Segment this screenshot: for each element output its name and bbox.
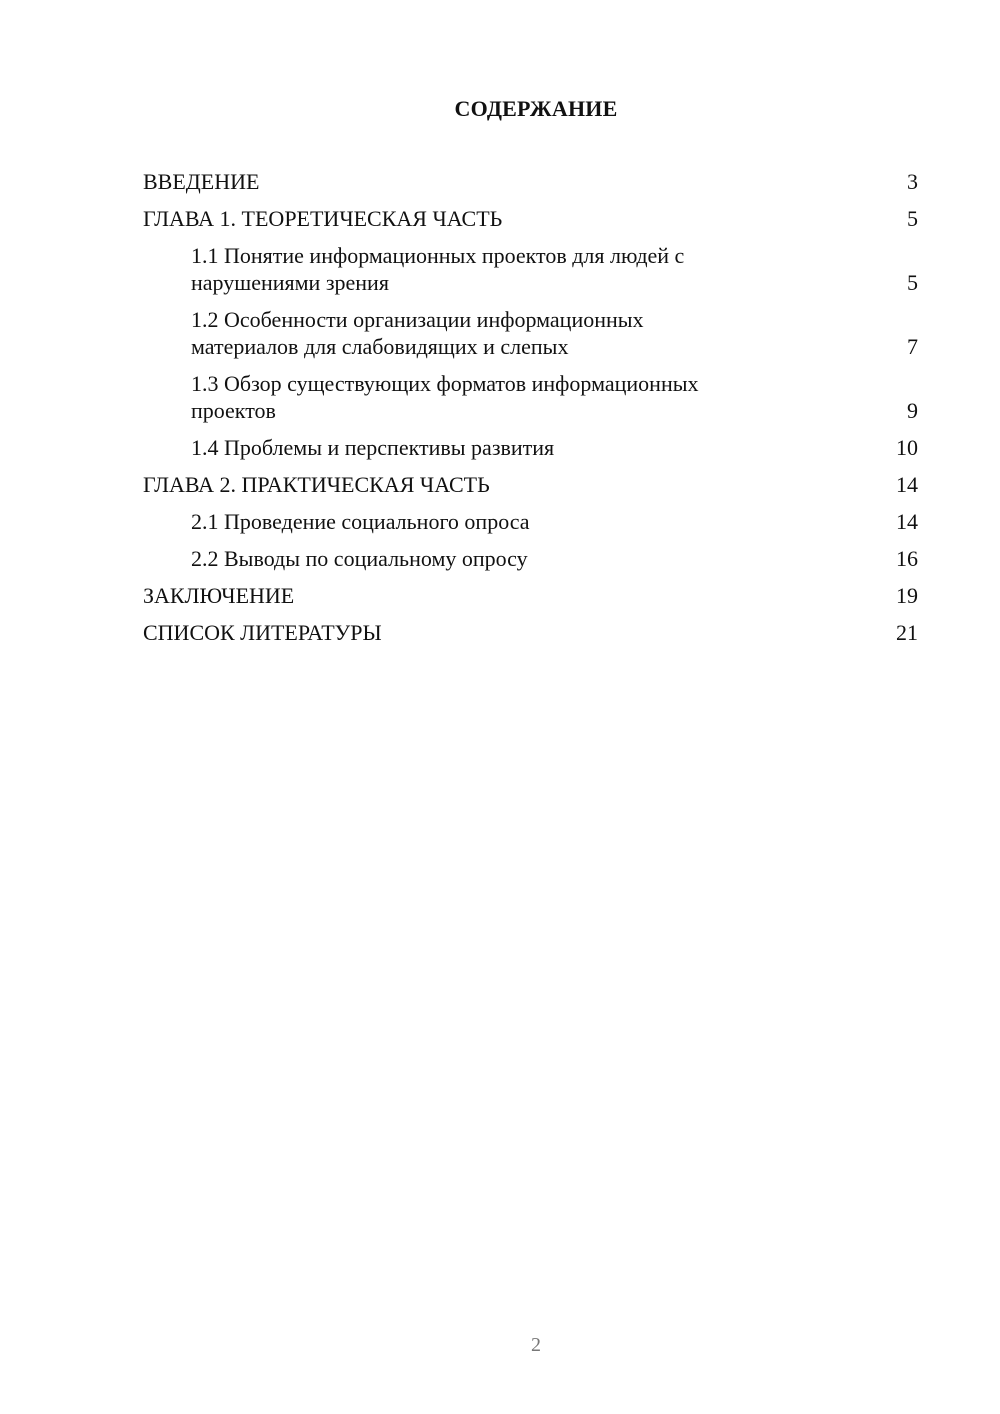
toc-entry-text: ГЛАВА 1. ТЕОРЕТИЧЕСКАЯ ЧАСТЬ	[143, 206, 503, 231]
toc-entry-page: 14	[896, 509, 918, 534]
page-number: 2	[531, 1334, 541, 1356]
toc-entry-chapter-1[interactable]	[143, 205, 918, 232]
toc-entry-text-line: 1.2 Особенности организации информационных	[191, 307, 644, 332]
toc-entry-text	[191, 242, 684, 296]
toc-entry-page: 21	[896, 620, 918, 645]
toc-entry-page: 5	[907, 270, 918, 295]
toc-entry-text: СПИСОК ЛИТЕРАТУРЫ	[143, 620, 382, 645]
toc-entry-page: 9	[907, 398, 918, 423]
toc-entry-section-1-4[interactable]	[143, 434, 918, 461]
toc-entry-text-line: 1.3 Обзор существующих форматов информационных	[191, 371, 699, 396]
toc-entry-page: 14	[896, 472, 918, 497]
toc-entry-introduction[interactable]	[143, 168, 918, 195]
toc-entry-section-1-1[interactable]	[143, 242, 918, 296]
toc-entry-text: ВВЕДЕНИЕ	[143, 169, 260, 194]
toc-entry-section-1-2[interactable]	[143, 306, 918, 360]
toc-entry-page: 7	[907, 334, 918, 359]
toc-entry-chapter-2[interactable]	[143, 471, 918, 498]
toc-entry-section-2-2[interactable]	[143, 545, 918, 572]
toc-entry-text	[191, 370, 699, 424]
toc-entry-section-1-3[interactable]	[143, 370, 918, 424]
toc-entry-text-line: проектов	[191, 398, 276, 423]
toc-entry-page: 3	[907, 169, 918, 194]
table-of-contents	[143, 168, 918, 656]
toc-entry-text: ГЛАВА 2. ПРАКТИЧЕСКАЯ ЧАСТЬ	[143, 472, 490, 497]
toc-entry-text: 2.2 Выводы по социальному опросу	[191, 546, 528, 571]
toc-entry-text: 2.1 Проведение социального опроса	[191, 509, 530, 534]
toc-entry-text-line: 1.1 Понятие информационных проектов для людей с	[191, 243, 685, 268]
toc-title: СОДЕРЖАНИЕ	[454, 96, 618, 121]
toc-entry-page: 5	[907, 206, 918, 231]
toc-entry-text: ЗАКЛЮЧЕНИЕ	[143, 583, 295, 608]
toc-entry-page: 10	[896, 435, 918, 460]
toc-entry-conclusion[interactable]	[143, 582, 918, 609]
toc-entry-text: 1.4 Проблемы и перспективы развития	[191, 435, 555, 460]
toc-entry-page: 19	[896, 583, 918, 608]
toc-entry-text-line: нарушениями зрения	[191, 270, 389, 295]
toc-entry-text	[191, 306, 644, 360]
toc-entry-references[interactable]	[143, 619, 918, 646]
toc-entry-text-line: материалов для слабовидящих и слепых	[191, 334, 569, 359]
toc-entry-page: 16	[896, 546, 918, 571]
toc-entry-section-2-1[interactable]	[143, 508, 918, 535]
